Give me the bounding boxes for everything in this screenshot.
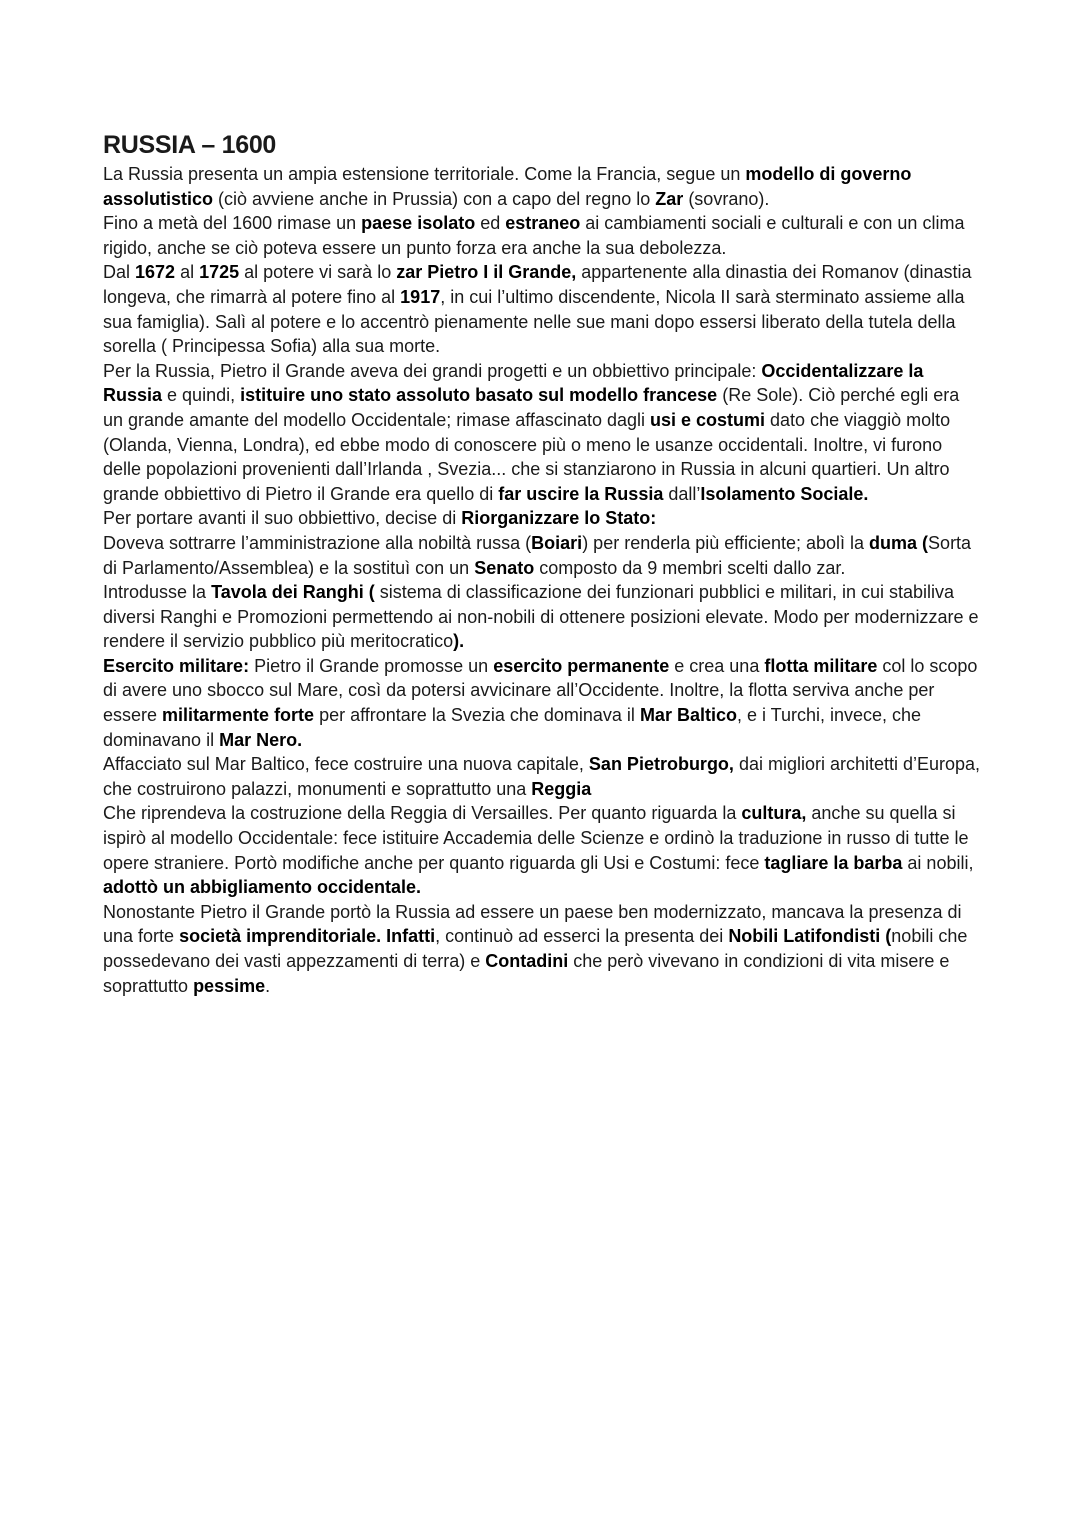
page-title: RUSSIA – 1600 [103, 131, 277, 159]
text-run: composto da 9 membri scelti dallo zar. [534, 557, 846, 578]
bold-text: Isolamento Sociale. [700, 483, 869, 504]
bold-text: esercito permanente [493, 655, 670, 676]
text-run: ) per renderla più efficiente; abolì la [582, 532, 870, 553]
bold-text: 1917 [400, 286, 441, 307]
text-run: anche su quella si ispirò al modello Occidentale: fece istituire Accademia delle Scienze e ordinò la traduzione in russo di tutte le opere straniere. Portò modifiche anche per quanto riguarda gli Usi e Costumi: fece [103, 803, 969, 873]
bold-text: Reggia [531, 778, 592, 799]
bold-text: Contadini [485, 951, 569, 971]
paragraph [103, 162, 983, 211]
bold-text: modello di governo assolutistico [103, 164, 912, 209]
text-run: dall’ [663, 483, 701, 504]
bold-text: Esercito militare: [103, 655, 250, 676]
text-run: che però vivevano in condizioni di vita misere e soprattutto [103, 951, 950, 996]
text-run: Doveva sottrarre l’amministrazione alla nobiltà russa ( [103, 532, 532, 553]
paragraph [103, 752, 983, 801]
bold-text: 1672 [135, 262, 176, 283]
text-run: Pietro il Grande promosse un [249, 655, 494, 676]
text-run: Nonostante Pietro il Grande portò la Russia ad essere un paese ben modernizzato, mancava la presenza di una forte [103, 901, 962, 947]
text-run: (sovrano). [683, 188, 770, 209]
bold-text: Boiari [531, 532, 583, 553]
bold-text: estraneo [505, 213, 581, 234]
text-run: per affrontare la Svezia che dominava il [314, 705, 640, 726]
bold-text: usi e costumi [650, 409, 766, 430]
document-body [103, 162, 983, 998]
bold-text: San Pietroburgo, [588, 754, 734, 775]
text-run: ai cambiamenti sociali e culturali e con un clima rigido, anche se ciò poteva essere un punto forza era anche la sua debolezza. [103, 213, 965, 258]
paragraph [103, 531, 983, 580]
text-run: Dal [103, 262, 136, 283]
text-run: (Re Sole). Ciò perché egli era un grande amante del modello Occidentale; rimase affascinato dagli [103, 385, 960, 430]
text-run: Che riprendeva la costruzione della Reggia di Versailles. Per quanto riguarda la [103, 803, 742, 824]
text-run: nobili che possedevano dei vasti appezzamenti di terra) e [103, 926, 968, 971]
text-run: al [175, 262, 200, 283]
text-run: Sorta di Parlamento/Assemblea) e la sostituì con un [103, 532, 972, 578]
bold-text: Zar [655, 188, 684, 209]
text-run: dai migliori architetti d’Europa, che costruirono palazzi, monumenti e soprattutto una [103, 754, 981, 799]
text-run: Introdusse la [103, 582, 212, 603]
bold-text: zar Pietro I il Grande, [396, 262, 577, 283]
bold-text: cultura, [741, 803, 807, 824]
bold-text: Mar Baltico [639, 705, 737, 726]
text-run: Per la Russia, Pietro il Grande aveva dei grandi progetti e un obbiettivo principale: [103, 360, 762, 381]
bold-text: Occidentalizzare la Russia [103, 360, 924, 406]
bold-text: Mar Nero. [219, 729, 303, 750]
text-run: Fino a metà del 1600 rimase un [103, 213, 362, 234]
text-run: , e i Turchi, invece, che dominavano il [103, 705, 922, 750]
text-run: , in cui l’ultimo discendente, Nicola II sarà sterminato assieme alla sua famiglia). Salì al potere e lo accentrò pienamente nelle sue mani dopo essersi liberato della tutela della sorella ( Principessa Sofia) alla sua morte. [103, 286, 965, 357]
bold-text: Nobili Latifondisti ( [728, 926, 892, 947]
paragraph [103, 506, 983, 531]
text-run: e crea una [669, 655, 765, 676]
text-run: . [265, 975, 271, 996]
bold-text: far uscire la Russia [498, 483, 664, 504]
paragraph [103, 801, 983, 899]
paragraph [103, 580, 983, 654]
paragraph [103, 654, 983, 752]
text-run: e quindi, [162, 385, 241, 406]
paragraph [103, 359, 983, 507]
text-run: dato che viaggiò molto (Olanda, Vienna, Londra), ed ebbe modo di conoscere più o meno le usanze occidentali. Inoltre, vi furono delle popolazioni provenienti dall’Irlanda , Svezia... che si stanziarono in Russia in alcuni quartieri. Un altro grande obbiettivo di Pietro il Grande era quello di [103, 409, 951, 504]
text-run: Affacciato sul Mar Baltico, fece costruire una nuova capitale, [103, 754, 589, 775]
paragraph [103, 211, 983, 260]
bold-text: tagliare la barba [764, 852, 903, 873]
text-run: col lo scopo di avere uno sbocco sul Mare, così da potersi avvicinare all’Occidente. Inoltre, la flotta serviva anche per essere [103, 655, 978, 726]
bold-text: istituire uno stato assoluto basato sul modello francese [240, 385, 718, 406]
bold-text: Tavola dei Ranghi ( [211, 582, 375, 603]
bold-text: paese isolato [361, 213, 476, 234]
text-run: La Russia presenta un ampia estensione territoriale. Come la Francia, segue un [103, 164, 746, 184]
text-run: , continuò ad esserci la presenta dei [435, 926, 729, 947]
text-run: appartenente alla dinastia dei Romanov (dinastia longeva, che rimarrà al potere fino al [103, 262, 972, 307]
text-run: Per portare avanti il suo obbiettivo, decise di [103, 508, 462, 529]
bold-text: società imprenditoriale. Infatti [179, 926, 436, 947]
bold-text: ). [453, 631, 465, 652]
text-run: ed [475, 213, 506, 234]
bold-text: flotta militare [764, 655, 878, 676]
paragraph [103, 260, 983, 358]
paragraph [103, 900, 983, 998]
text-run: (ciò avviene anche in Prussia) con a capo del regno lo [213, 188, 656, 209]
text-run: sistema di classificazione dei funzionari pubblici e militari, in cui stabiliva diversi Ranghi e Promozioni permettendo ai non-nobili di ottenere posizioni elevate. Modo per modernizzare e rendere il servizio pubblico più meritocratico [103, 582, 979, 652]
bold-text: Senato [474, 557, 535, 578]
document-page [103, 128, 983, 998]
bold-text: adottò un abbigliamento occidentale. [103, 877, 422, 898]
bold-text: pessime [193, 975, 266, 996]
text-run: ai nobili, [902, 852, 974, 873]
bold-text: militarmente forte [162, 705, 315, 726]
text-run: al potere vi sarà lo [239, 262, 397, 283]
bold-text: Riorganizzare lo Stato: [461, 508, 657, 529]
bold-text: duma ( [869, 532, 929, 553]
bold-text: 1725 [199, 262, 240, 283]
